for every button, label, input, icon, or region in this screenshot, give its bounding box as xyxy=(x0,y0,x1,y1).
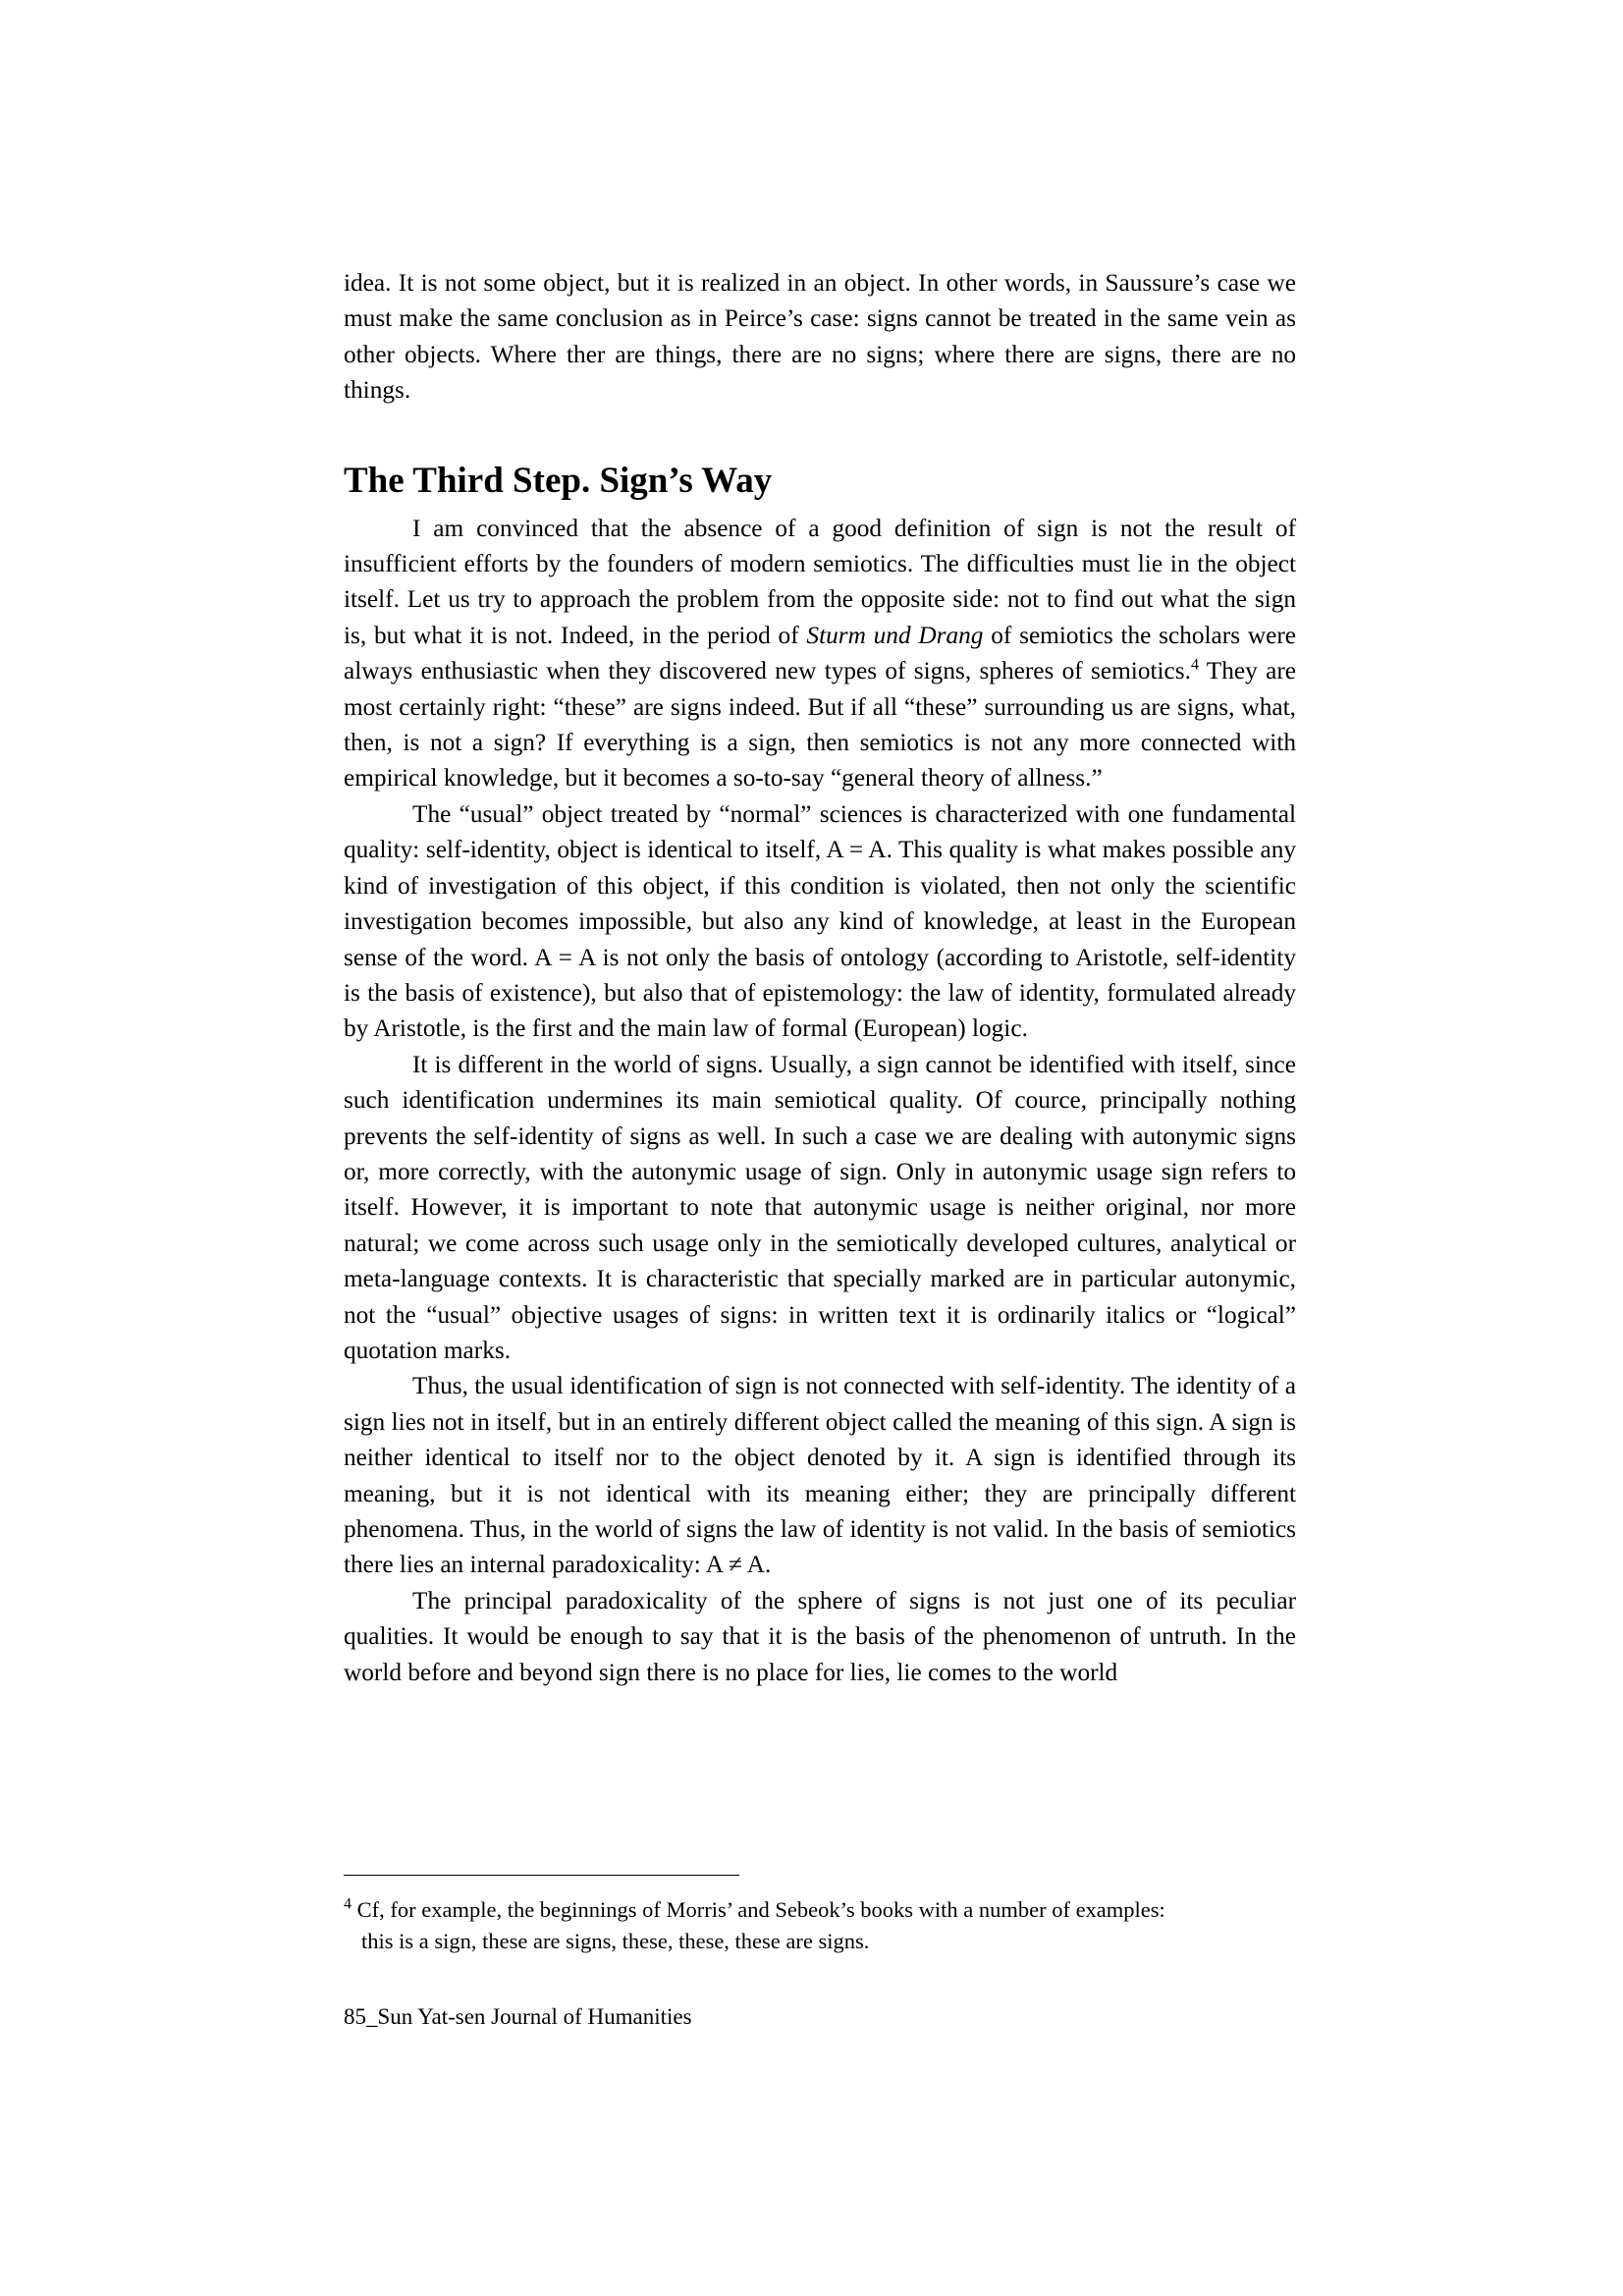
paragraph-1-part-b: of semiotics the scholars were always enthusiastic when they discovered new types of signs, spheres of semiotics. xyxy=(344,621,1296,685)
footnote-number: 4 xyxy=(344,1895,352,1913)
footnote-divider xyxy=(344,1875,739,1876)
footnote-line-1: Cf, for example, the beginnings of Morris’ and Sebeok’s books with a number of examples: xyxy=(352,1897,1165,1922)
italic-term: Sturm und Drang xyxy=(806,621,984,649)
paragraph-1-part-c: They are most certainly right: “these” are signs indeed. But if all “these” surrounding us are signs, what, then, is not a sign? If everything is a sign, then semiotics is not any more connected with empirical knowledge, but it becomes a so-to-say “general theory of allness.” xyxy=(344,657,1296,793)
footnote xyxy=(344,1894,1306,1957)
page-footer: 85_Sun Yat-sen Journal of Humanities xyxy=(344,2004,692,2029)
section-title: The Third Step. Sign’s Way xyxy=(344,460,773,501)
footnote-ref: 4 xyxy=(1190,656,1199,674)
paragraph-5: The principal paradoxicality of the sphere of signs is not just one of its peculiar qualities. It would be enough to say that it is the basis of the phenomenon of untruth. In the world before and beyond sign there is no place for lies, lie comes to the world xyxy=(344,1586,1296,1686)
footnote-line-2: this is a sign, these are signs, these, these, these are signs. xyxy=(361,1929,870,1953)
intro-paragraph: idea. It is not some object, but it is realized in an object. In other words, in Saussure’s case we must make the same conclusion as in Peirce’s case: signs cannot be treated in the same vein as other objects. Where ther are things, there are no signs; where there are signs, there are no things. xyxy=(344,269,1296,405)
paragraph-3: It is different in the world of signs. Usually, a sign cannot be identified with itself, since such identification undermines its main semiotical quality. Of cource, principally nothing prevents the self-identity of signs as well. In such a case we are dealing with autonymic signs or, more correctly, with the autonymic usage of sign. Only in autonymic usage sign refers to itself. However, it is important to note that autonymic usage is neither original, nor more natural; we come across such usage only in the semiotically developed cultures, analytical or meta-language contexts. It is characteristic that specially marked are in particular autonymic, not the “usual” objective usages of signs: in written text it is ordinarily italics or “logical” quotation marks. xyxy=(344,1050,1296,1364)
main-text xyxy=(344,265,1296,1690)
paragraph-2: The “usual” object treated by “normal” sciences is characterized with one fundamental quality: self-identity, object is identical to itself, A = A. This quality is what makes possible any kind of investigation of this object, if this condition is violated, then not only the scientific investigation becomes impossible, but also any kind of knowledge, at least in the European sense of the word. A = A is not only the basis of ontology (according to Aristotle, self-identity is the basis of existence), but also that of epistemology: the law of identity, formulated already by Aristotle, is the first and the main law of formal (European) logic. xyxy=(344,799,1296,1043)
paragraph-4: Thus, the usual identification of sign is not connected with self-identity. The identity of a sign lies not in itself, but in an entirely different object called the meaning of this sign. A sign is neither identical to itself nor to the object denoted by it. A sign is identified through its meaning, but it is not identical with its meaning either; they are principally different phenomena. Thus, in the world of signs the law of identity is not valid. In the basis of semiotics there lies an internal paradoxicality: A ≠ A. xyxy=(344,1372,1296,1579)
paragraph-1 xyxy=(344,511,1296,796)
paragraph-1-part-a: I am convinced that the absence of a good definition of sign is not the result of insufficient efforts by the founders of modern semiotics. The difficulties must lie in the object itself. Let us try to approach the problem from the opposite side: not to find out what the sign is, but what it is not. Indeed, in the period of xyxy=(344,514,1296,649)
